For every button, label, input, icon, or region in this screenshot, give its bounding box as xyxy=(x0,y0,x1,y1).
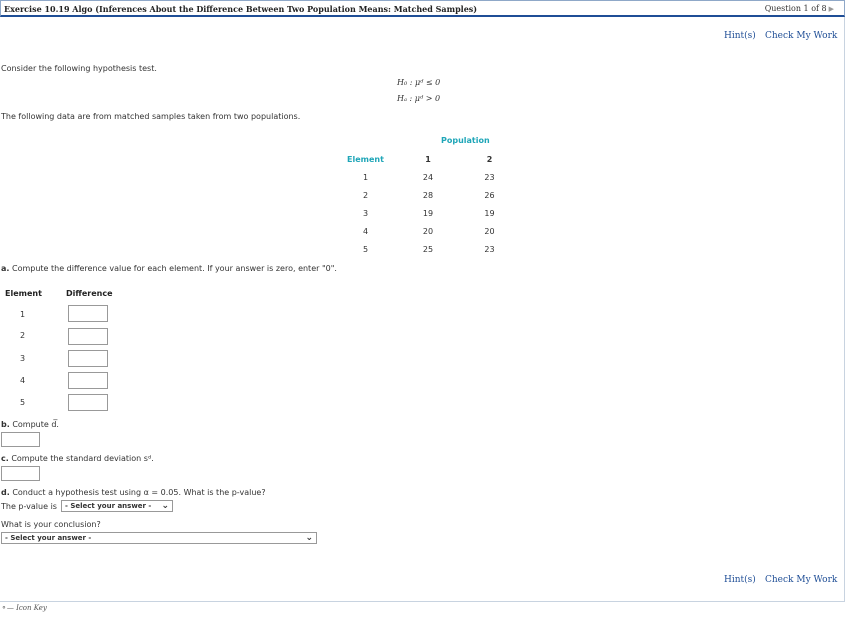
chevron-down-icon: ⌄ xyxy=(305,533,313,543)
check-work-link-bottom[interactable]: Check My Work xyxy=(765,575,838,585)
right-border xyxy=(844,17,845,602)
population-2-cell: 19 xyxy=(484,208,495,218)
difference-input-4[interactable] xyxy=(68,372,108,389)
pvalue-select[interactable] xyxy=(61,500,173,512)
exercise-title: Exercise 10.19 Algo (Inferences About the Difference Between Two Population Means: Matched Samples) xyxy=(4,4,478,14)
intro-text: Consider the following hypothesis test. xyxy=(1,64,157,73)
table-row xyxy=(338,186,516,204)
conclusion-select[interactable] xyxy=(1,532,317,544)
part-a-text: Compute the difference value for each element. If your answer is zero, enter "0". xyxy=(11,264,337,273)
difference-input-2[interactable] xyxy=(68,328,108,345)
question-counter[interactable] xyxy=(765,4,834,13)
population-1-cell: 19 xyxy=(422,208,434,218)
element-cell: 3 xyxy=(362,208,369,218)
population-header: Population xyxy=(441,136,490,145)
diff-element-4: 4 xyxy=(20,376,26,385)
data-table xyxy=(338,150,516,258)
part-b-text: Compute d̅. xyxy=(12,420,59,429)
pvalue-select-value: - Select your answer - xyxy=(65,502,152,510)
null-hypothesis: H₀ : μᵈ ≤ 0 xyxy=(397,78,441,87)
population-2-cell: 20 xyxy=(484,226,495,236)
population-1-cell: 25 xyxy=(422,244,434,254)
icon-key-label: Icon Key xyxy=(16,604,47,612)
diff-element-1: 1 xyxy=(20,310,26,319)
part-c-label: c. xyxy=(1,454,9,463)
part-a-label: a. xyxy=(1,264,10,273)
check-work-link-top[interactable]: Check My Work xyxy=(765,31,838,41)
element-cell: 5 xyxy=(362,244,369,254)
part-b-label: b. xyxy=(1,420,10,429)
alternative-hypothesis: Hₐ : μᵈ > 0 xyxy=(397,94,441,103)
part-c-text: Compute the standard deviation sᵈ. xyxy=(11,454,154,463)
population-1-cell: 20 xyxy=(422,226,434,236)
icon-key[interactable] xyxy=(1,604,47,612)
population-1-header: 1 xyxy=(425,154,431,164)
element-cell: 2 xyxy=(362,190,369,200)
part-d-label: d. xyxy=(1,488,10,497)
part-b-prompt xyxy=(1,420,59,429)
difference-input-3[interactable] xyxy=(68,350,108,367)
population-2-header: 2 xyxy=(486,154,493,164)
hint-link-bottom[interactable]: Hint(s) xyxy=(724,575,756,585)
chevron-down-icon: ⌄ xyxy=(161,501,169,511)
part-a-prompt xyxy=(1,264,337,273)
difference-header: Difference xyxy=(66,289,113,298)
table-row xyxy=(338,222,516,240)
population-2-cell: 26 xyxy=(484,190,495,200)
diff-element-3: 3 xyxy=(20,354,26,363)
header-bar xyxy=(0,0,845,17)
std-dev-input[interactable] xyxy=(1,466,40,481)
difference-input-5[interactable] xyxy=(68,394,108,411)
difference-input-1[interactable] xyxy=(68,305,108,322)
element-cell: 4 xyxy=(362,226,369,236)
pvalue-prefix: The p-value is xyxy=(1,502,57,511)
part-d-prompt xyxy=(1,488,266,497)
element-cell: 1 xyxy=(362,172,369,182)
diff-element-5: 5 xyxy=(20,398,26,407)
population-1-cell: 24 xyxy=(422,172,434,182)
question-counter-label: Question 1 of 8 xyxy=(764,4,827,13)
diff-element-2: 2 xyxy=(20,331,26,340)
table-row xyxy=(338,240,516,258)
hint-link-top[interactable]: Hint(s) xyxy=(724,31,756,41)
key-icon: ⚬— xyxy=(1,604,14,612)
footer-divider xyxy=(0,601,845,602)
conclusion-question: What is your conclusion? xyxy=(1,520,101,529)
table-row xyxy=(338,204,516,222)
table-row xyxy=(338,168,516,186)
population-2-cell: 23 xyxy=(484,172,495,182)
element-col-header: Element xyxy=(347,154,384,164)
diff-element-header: Element xyxy=(5,289,42,298)
next-arrow-icon[interactable]: ▶ xyxy=(828,5,834,13)
conclusion-select-value: - Select your answer - xyxy=(5,534,92,542)
population-2-cell: 23 xyxy=(484,244,495,254)
part-c-prompt xyxy=(1,454,154,463)
data-intro-text: The following data are from matched samples taken from two populations. xyxy=(1,112,301,121)
dbar-input[interactable] xyxy=(1,432,40,447)
part-d-text: Conduct a hypothesis test using α = 0.05. What is the p-value? xyxy=(12,488,266,497)
population-1-cell: 28 xyxy=(422,190,434,200)
